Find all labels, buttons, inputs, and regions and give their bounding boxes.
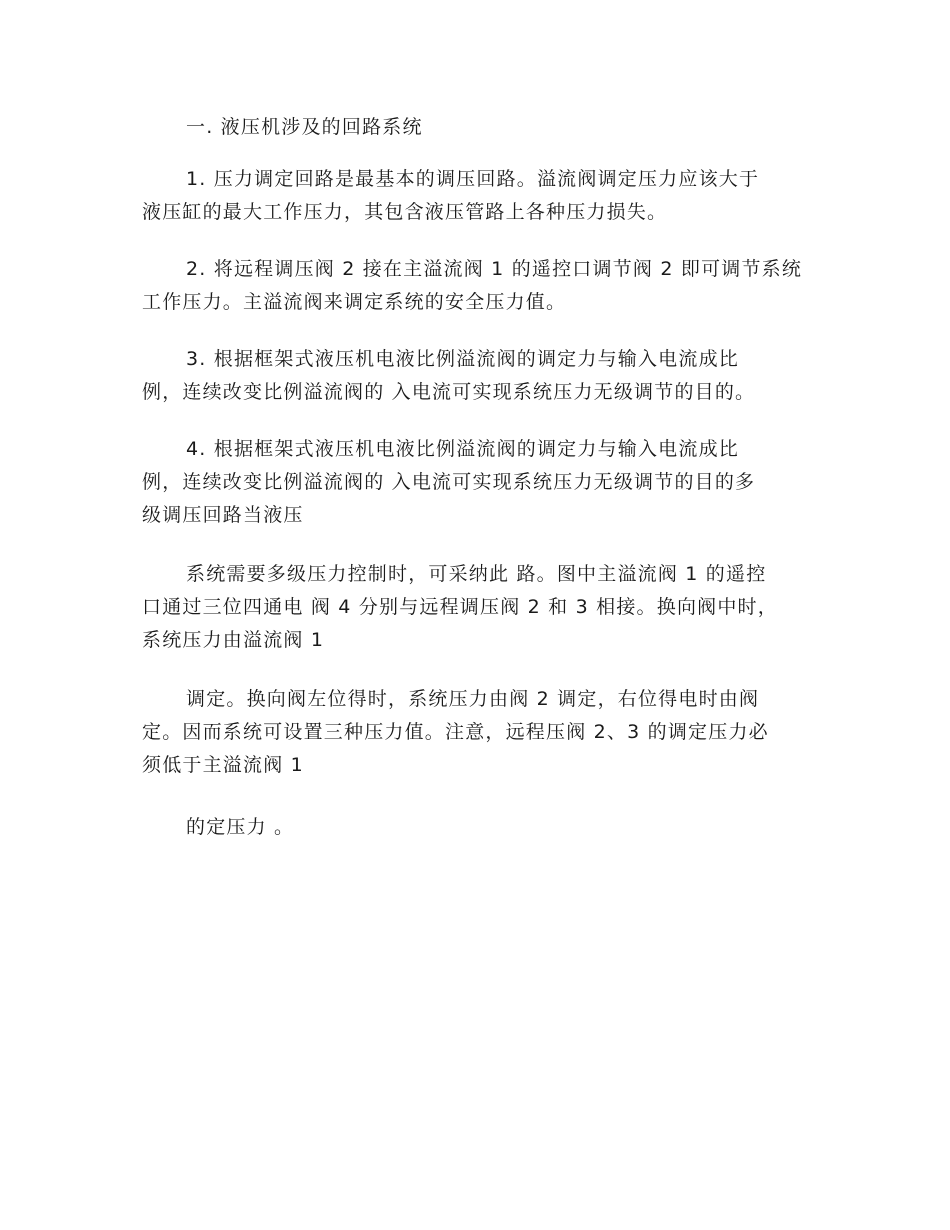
paragraph-6 (142, 683, 812, 782)
paragraph-1 (142, 163, 812, 229)
paragraph-4-line-3: 级调压回路当液压 (142, 504, 304, 526)
paragraph-5-line-3: 系统压力由溢流阀 1 (142, 629, 325, 651)
paragraph-5-line-2: 口通过三位四通电 阀 4 分别与远程调压阀 2 和 3 相接。换向阀中时， (142, 596, 778, 618)
section-heading (142, 111, 812, 144)
paragraph-4 (142, 433, 812, 532)
paragraph-3 (142, 343, 812, 409)
paragraph-5 (142, 558, 812, 657)
paragraph-2-line-2: 工作压力。主溢流阀来调定系统的安全压力值。 (142, 291, 567, 313)
paragraph-2 (142, 253, 812, 319)
paragraph-2-line-1: 2. 将远程调压阀 2 接在主溢流阀 1 的遥控口调节阀 2 即可调节系统 (186, 258, 803, 280)
paragraph-4-line-2: 例，连续改变比例溢流阀的 入电流可实现系统压力无级调节的目的多 (142, 471, 756, 493)
paragraph-7 (142, 811, 812, 844)
paragraph-4-line-1: 4. 根据框架式液压机电液比例溢流阀的调定力与输入电流成比 (186, 438, 739, 460)
heading-text: 一. 液压机涉及的回路系统 (186, 116, 423, 138)
paragraph-7-line-1: 的定压力 。 (186, 816, 295, 838)
paragraph-1-line-2: 液压缸的最大工作压力，其包含液压管路上各种压力损失。 (142, 201, 668, 223)
paragraph-6-line-3: 须低于主溢流阀 1 (142, 754, 304, 776)
paragraph-3-line-1: 3. 根据框架式液压机电液比例溢流阀的调定力与输入电流成比 (186, 348, 739, 370)
paragraph-1-line-1: 1. 压力调定回路是最基本的调压回路。溢流阀调定压力应该大于 (186, 168, 760, 190)
paragraph-6-line-1: 调定。换向阀左位得时，系统压力由阀 2 调定，右位得电时由阀 (186, 688, 760, 710)
paragraph-5-line-1: 系统需要多级压力控制时，可采纳此 路。图中主溢流阀 1 的遥控 (186, 563, 767, 585)
paragraph-3-line-2: 例，连续改变比例溢流阀的 入电流可实现系统压力无级调节的目的。 (142, 381, 756, 403)
paragraph-6-line-2: 定。因而系统可设置三种压力值。注意，远程压阀 2、3 的调定压力必 (142, 721, 769, 743)
